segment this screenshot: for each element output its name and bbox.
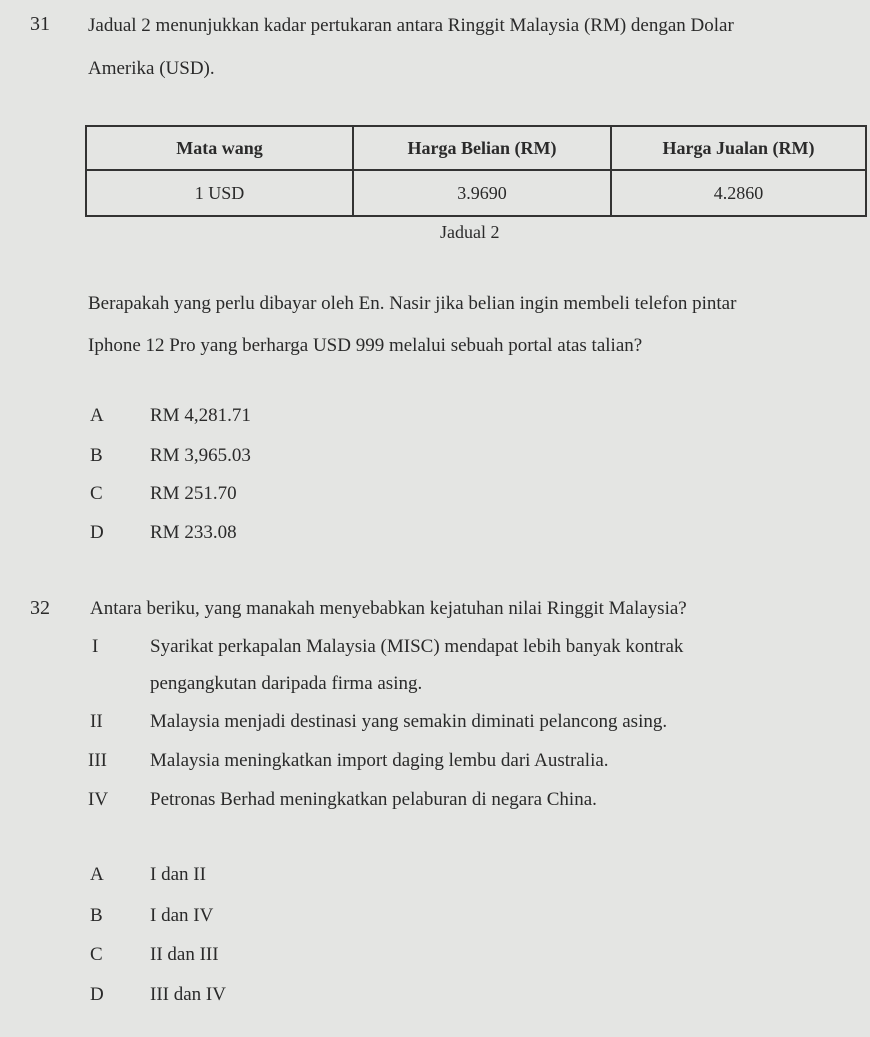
- question-31-intro-line1: Jadual 2 menunjukkan kadar pertukaran antara Ringgit Malaysia (RM) dengan Dolar: [88, 15, 734, 36]
- exchange-rate-table: [85, 125, 867, 217]
- statement-numeral: II: [90, 711, 103, 732]
- option-text: RM 3,965.03: [150, 445, 251, 466]
- statement-text: Malaysia meningkatkan import daging lembu dari Australia.: [150, 750, 609, 771]
- question-31-intro-line2: Amerika (USD).: [88, 58, 215, 79]
- statement-text: Malaysia menjadi destinasi yang semakin diminati pelancong asing.: [150, 711, 668, 732]
- option-text: II dan III: [150, 944, 219, 965]
- statement-text-cont: pengangkutan daripada firma asing.: [150, 673, 423, 694]
- statement-text: Syarikat perkapalan Malaysia (MISC) mendapat lebih banyak kontrak: [150, 636, 684, 657]
- table-cell: 4.2860: [611, 170, 866, 216]
- option-text: RM 4,281.71: [150, 405, 251, 426]
- option-letter: A: [90, 864, 104, 885]
- table-header-cell: Harga Belian (RM): [353, 126, 611, 170]
- option-letter: A: [90, 405, 104, 426]
- option-text: I dan IV: [150, 905, 214, 926]
- option-letter: D: [90, 984, 104, 1005]
- option-letter: B: [90, 905, 103, 926]
- table-row: [86, 170, 866, 216]
- option-text: RM 233.08: [150, 522, 237, 543]
- option-text: RM 251.70: [150, 483, 237, 504]
- table-cell: 3.9690: [353, 170, 611, 216]
- option-text: III dan IV: [150, 984, 226, 1005]
- table-header-cell: Mata wang: [86, 126, 353, 170]
- question-31-line1: Berapakah yang perlu dibayar oleh En. Nasir jika belian ingin membeli telefon pintar: [88, 293, 737, 314]
- option-letter: B: [90, 445, 103, 466]
- option-letter: C: [90, 483, 103, 504]
- question-32-text: Antara beriku, yang manakah menyebabkan kejatuhan nilai Ringgit Malaysia?: [90, 598, 687, 619]
- option-text: I dan II: [150, 864, 206, 885]
- table-header-row: [86, 126, 866, 170]
- statement-numeral: IV: [88, 789, 109, 810]
- question-32-number: 32: [30, 597, 50, 619]
- statement-numeral: III: [88, 750, 107, 771]
- option-letter: D: [90, 522, 104, 543]
- statement-text: Petronas Berhad meningkatkan pelaburan di negara China.: [150, 789, 597, 810]
- table-cell: 1 USD: [86, 170, 353, 216]
- table-caption: Jadual 2: [440, 222, 500, 242]
- table-header-cell: Harga Jualan (RM): [611, 126, 866, 170]
- question-31-line2: Iphone 12 Pro yang berharga USD 999 melalui sebuah portal atas talian?: [88, 335, 643, 356]
- statement-numeral: I: [92, 636, 99, 657]
- option-letter: C: [90, 944, 103, 965]
- question-31-number: 31: [30, 13, 50, 35]
